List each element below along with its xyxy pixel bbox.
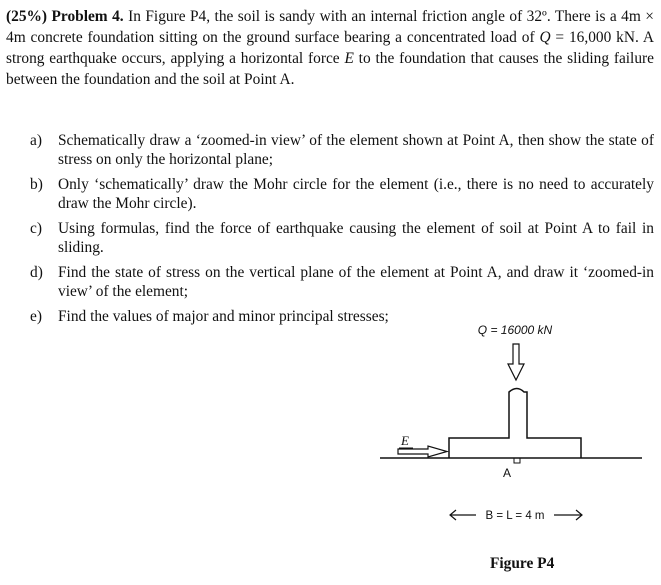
problem-header: (25%) Problem 4. (6, 8, 124, 25)
dimension-label: B = L = 4 m (485, 510, 545, 522)
question-text: Schematically draw a ‘zoomed-in view’ of the element shown at Point A, then show the state of stress on only the horizontal plane; (58, 132, 654, 168)
load-arrow-icon (508, 344, 524, 380)
problem-text-3: to the foundation that causes the sliding failure between the foundation and the soil at Point A. (6, 50, 654, 88)
load-label: Q = 16000 kN (477, 323, 553, 337)
figure-caption: Figure P4 (490, 555, 555, 572)
question-text: Find the values of major and minor principal stresses; (58, 308, 389, 325)
problem-text-1: In Figure P4, the soil is sandy with an internal friction angle of 32º. There is a 4m × 4m concrete foundation sitting on the ground surface bearing a concentrated load of (6, 8, 654, 46)
foundation-shape (449, 389, 581, 459)
load-symbol: Q (539, 29, 551, 46)
question-label: a) (30, 132, 42, 149)
question-label: e) (30, 308, 42, 325)
question-label: b) (30, 176, 43, 193)
point-label: A (502, 466, 512, 480)
question-label: c) (30, 220, 42, 237)
force-symbol: E (344, 50, 354, 67)
dimension-arrow-right-icon (554, 510, 582, 520)
dimension-arrow-left-icon (450, 510, 476, 520)
problem-text-2: = 16,000 kN. A strong earthquake occurs, applying a horizontal force (6, 29, 654, 67)
question-text: Only ‘schematically’ draw the Mohr circle for the element (i.e., there is no need to accurately draw the Mohr circle). (58, 176, 654, 212)
question-text: Using formulas, find the force of earthquake causing the element of soil at Point A to fail in sliding. (58, 220, 654, 256)
question-label: d) (30, 264, 43, 281)
force-label: E (401, 433, 409, 448)
question-text: Find the state of stress on the vertical plane of the element at Point A, and draw it ‘zoomed-in view’ of the element; (58, 264, 654, 300)
